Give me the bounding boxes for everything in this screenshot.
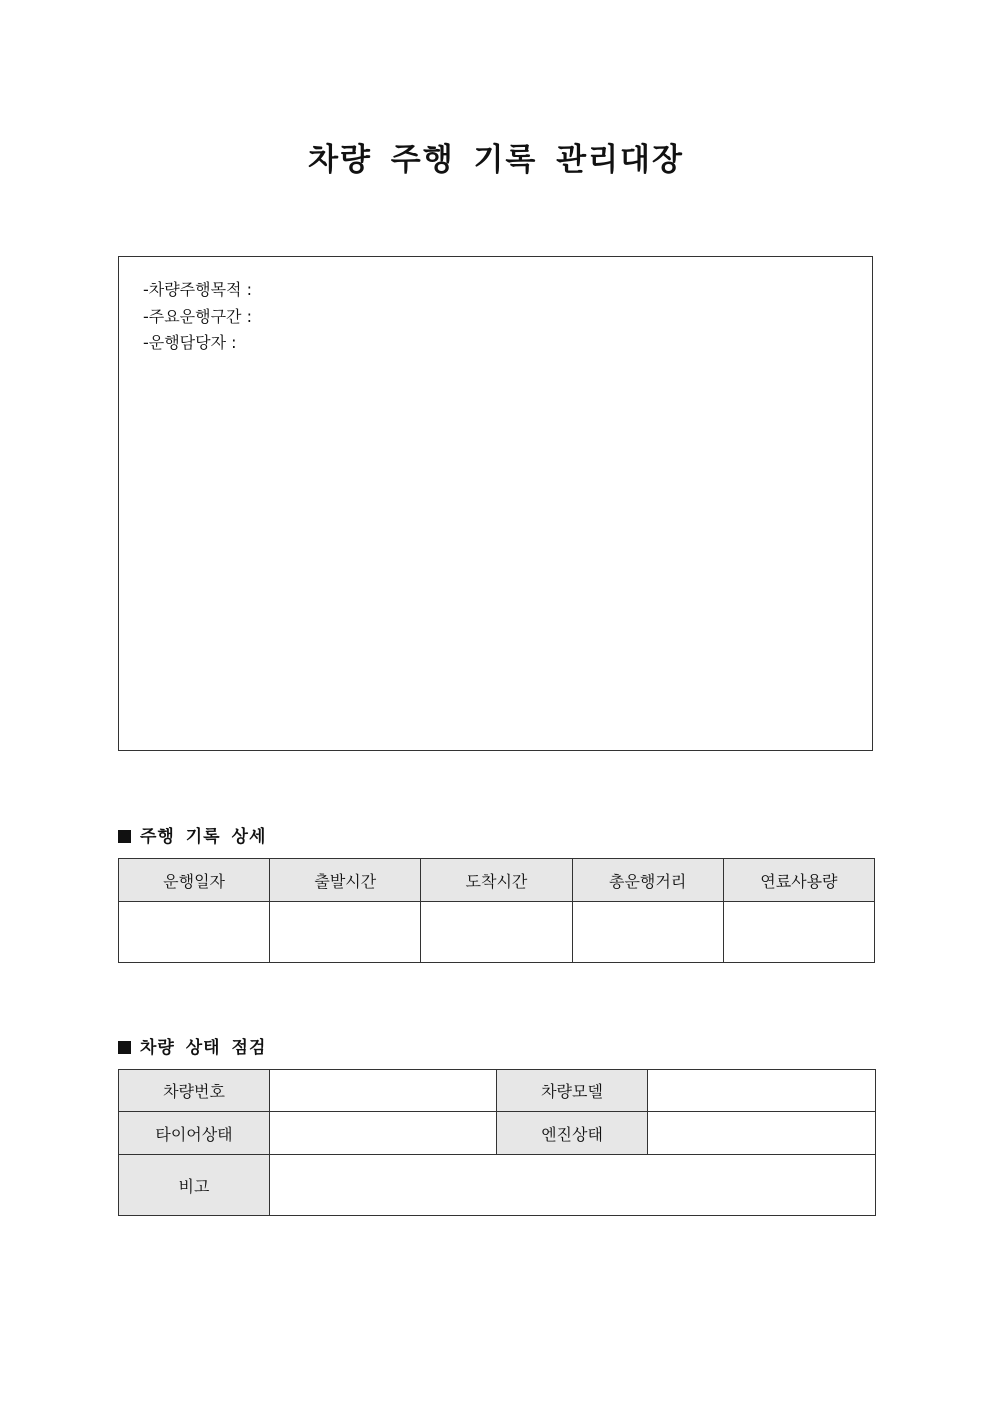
total-distance-cell[interactable] [572, 902, 723, 963]
driving-record-section-title: 주행 기록 상세 [140, 827, 267, 847]
vehicle-model-label: 차량모델 [497, 1070, 648, 1112]
vehicle-status-row [119, 1070, 876, 1112]
remarks-cell[interactable] [270, 1155, 876, 1216]
header-total-distance: 총운행거리 [572, 859, 723, 902]
arrival-time-cell[interactable] [421, 902, 572, 963]
driving-date-cell[interactable] [119, 902, 270, 963]
fuel-usage-cell[interactable] [723, 902, 874, 963]
driving-record-table [118, 858, 875, 963]
remarks-label: 비고 [119, 1155, 270, 1216]
driving-record-section-heading [118, 822, 266, 847]
vehicle-model-cell[interactable] [648, 1070, 876, 1112]
driving-record-header-row [119, 859, 875, 902]
vehicle-number-cell[interactable] [270, 1070, 497, 1112]
header-fuel-usage: 연료사용량 [723, 859, 874, 902]
tire-status-cell[interactable] [270, 1112, 497, 1155]
purpose-info-box[interactable] [118, 256, 873, 751]
departure-time-cell[interactable] [270, 902, 421, 963]
engine-status-cell[interactable] [648, 1112, 876, 1155]
square-bullet-icon [118, 1041, 131, 1054]
vehicle-status-row [119, 1155, 876, 1216]
main-route-line: -주요운행구간 : [143, 306, 252, 326]
driving-purpose-line: -차량주행목적 : [143, 280, 252, 299]
driving-record-value-row [119, 902, 875, 963]
driver-in-charge-line: -운행담당자 : [143, 333, 237, 352]
header-arrival-time: 도착시간 [421, 859, 572, 902]
vehicle-number-label: 차량번호 [119, 1070, 270, 1112]
header-departure-time: 출발시간 [270, 859, 421, 902]
vehicle-status-section-heading [118, 1033, 266, 1058]
header-driving-date: 운행일자 [119, 859, 270, 902]
square-bullet-icon [118, 830, 131, 843]
tire-status-label: 타이어상태 [119, 1112, 270, 1155]
vehicle-status-table [118, 1069, 876, 1216]
vehicle-status-section-title: 차량 상태 점검 [140, 1038, 267, 1058]
document-title: 차량 주행 기록 관리대장 [308, 142, 684, 178]
engine-status-label: 엔진상태 [497, 1112, 648, 1155]
vehicle-status-row [119, 1112, 876, 1155]
info-lines [143, 277, 252, 357]
